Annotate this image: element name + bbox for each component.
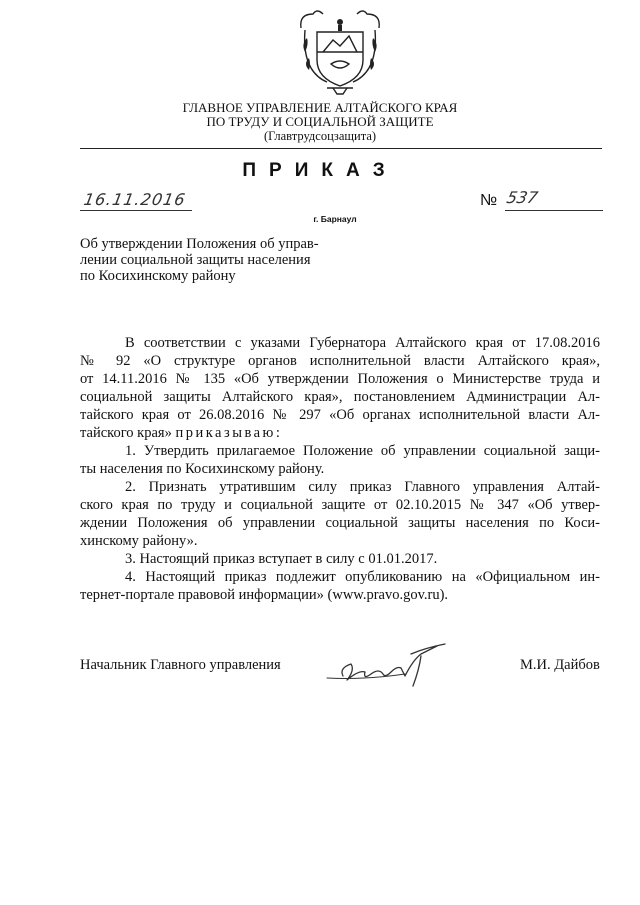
body-line [80,424,600,442]
body-line: В соответствии с указами Губернатора Алтайского края от 17.08.2016 [125,335,600,351]
order-body [80,334,600,604]
header-divider [80,148,602,149]
order-date: 16.11.2016 [82,190,188,209]
item-4-line: 4. Настоящий приказ подлежит опубликованию на «Официальном ин- [125,569,600,585]
item-4-line: тернет-портале правовой информации» (www.pravo.gov.ru). [80,587,449,603]
organization-short-name: (Главтрудсоцзащита) [263,129,377,143]
number-underline [505,210,603,211]
subject-line: лении социальной защиты населения [80,252,311,268]
item-2-line: 2. Признать утратившим силу приказ Главного управления Алтай- [125,479,600,495]
body-line: № 92 «О структуре органов исполнительной власти Алтайского края», [80,353,600,369]
organization-name-line-1: ГЛАВНОЕ УПРАВЛЕНИЕ АЛТАЙСКОГО КРАЯ [182,100,458,115]
item-2-line: хинскому району». [80,533,198,549]
subject-line: по Косихинскому району [80,268,236,284]
order-number-label: № [480,192,498,209]
organization-name-line-2: ПО ТРУДУ И СОЦИАЛЬНОЙ ЗАЩИТЕ [206,114,434,129]
order-number: 537 [504,188,540,207]
item-2-line: ждении Положения об управлении социальной защиты населения по Коси- [80,515,600,531]
command-word: приказываю: [175,425,283,441]
city-label: г. Барнаул [313,214,357,224]
altai-krai-coat-of-arms-icon [297,8,383,96]
body-line: от 14.11.2016 № 135 «Об утверждении Положения о Министерстве труда и [80,371,600,387]
item-2-line: ского края по труду и социальной защите от 02.10.2015 № 347 «Об утвер- [80,497,600,513]
signatory-title: Начальник Главного управления [80,657,281,673]
intro-ending: тайского края» [80,425,172,441]
subject-line: Об утверждении Положения об управ- [80,236,319,252]
document-type-title: ПРИКАЗ [242,160,398,181]
signatory-name: М.И. Дайбов [520,657,600,673]
item-3-line: 3. Настоящий приказ вступает в силу с 01.01.2017. [125,551,438,567]
handwritten-signature [325,640,450,690]
item-1-line: 1. Утвердить прилагаемое Положение об управлении социальной защи- [125,443,600,459]
date-underline [80,210,192,211]
order-subject [80,236,319,284]
body-line: социальной защиты Алтайского края», постановлением Администрации Ал- [80,389,600,405]
body-line: тайского края от 26.08.2016 № 297 «Об органах исполнительной власти Ал- [80,407,600,423]
item-1-line: ты населения по Косихинскому району. [80,461,325,477]
